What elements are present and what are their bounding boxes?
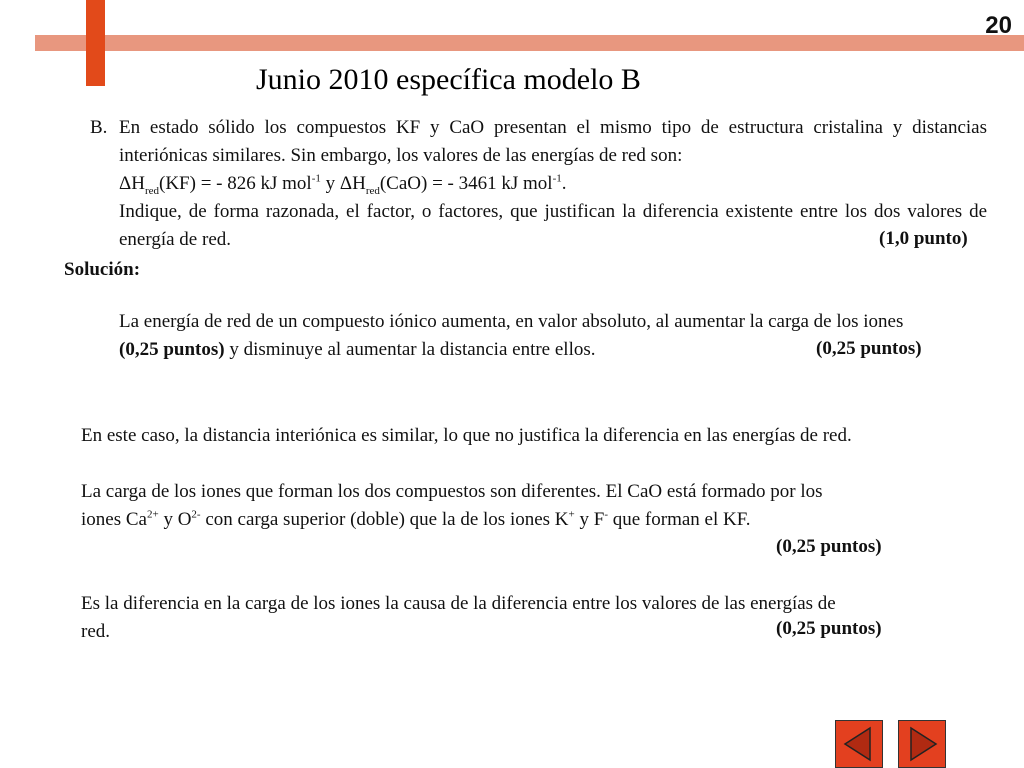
kf-value: (KF) = - 826 kJ mol: [159, 173, 312, 194]
para4-line1: Es la diferencia en la carga de los iones la causa de la diferencia entre los valores de las energías de: [81, 593, 836, 614]
exponent: -1: [311, 172, 321, 185]
connector: y: [320, 173, 340, 194]
prompt-text: Indique, de forma razonada, el factor, o factores, que justifican la diferencia existente entre los dos valores de energía de red.: [119, 201, 987, 250]
previous-slide-button[interactable]: [835, 720, 883, 768]
para3-text: con carga superior (doble) que la de los iones K: [200, 509, 569, 530]
question-points: (1,0 punto): [879, 228, 968, 249]
slide-number: 20: [985, 12, 1012, 39]
subscript-red: red: [365, 184, 380, 197]
para3-line1: La carga de los iones que forman los dos compuestos son diferentes. El CaO está formado por los: [81, 481, 823, 502]
para1-points-b: (0,25 puntos): [816, 338, 922, 359]
solution-paragraph-4: [81, 590, 836, 646]
question-prompt: [119, 198, 987, 254]
solution-paragraph-3: [81, 478, 823, 534]
slide-title: Junio 2010 específica modelo B: [256, 63, 641, 96]
para3-points: (0,25 puntos): [776, 536, 882, 557]
para3-text: iones Ca: [81, 509, 147, 530]
delta-h-cao: ΔH: [339, 173, 366, 194]
ion-charge: 2-: [191, 508, 201, 521]
ion-charge: +: [568, 508, 575, 521]
header-bar: [35, 35, 1024, 51]
ion-charge: -: [604, 508, 608, 521]
question-letter: B.: [90, 117, 108, 138]
period: .: [561, 173, 567, 194]
para3-text: y F: [574, 509, 605, 530]
ion-charge: 2+: [146, 508, 159, 521]
question-intro: [119, 114, 987, 170]
para3-text: y O: [158, 509, 192, 530]
para3-text: que forman el KF.: [607, 509, 751, 530]
subscript-red: red: [144, 184, 159, 197]
triangle-left-icon: [836, 721, 882, 767]
accent-bar: [86, 0, 105, 86]
para4-line2: red.: [81, 621, 111, 642]
para1-text: La energía de red de un compuesto iónico aumenta, en valor absoluto, al aumentar la carga de los iones: [119, 311, 904, 332]
lattice-energy-equation: [119, 170, 567, 198]
solution-heading: Solución:: [64, 259, 141, 280]
question-text: En estado sólido los compuestos KF y CaO presentan el mismo tipo de estructura cristalina y distancias interiónicas similares. Sin embargo, los valores de las energías de red son:: [119, 117, 987, 166]
para4-points: (0,25 puntos): [776, 618, 882, 639]
para2-text: En este caso, la distancia interiónica es similar, lo que no justifica la diferencia en las energías de red.: [81, 425, 852, 446]
cao-value: (CaO) = - 3461 kJ mol: [379, 173, 553, 194]
delta-h-kf: ΔH: [119, 173, 145, 194]
exponent: -1: [552, 172, 562, 185]
next-slide-button[interactable]: [898, 720, 946, 768]
para1-points-a: (0,25 puntos): [119, 339, 225, 360]
solution-paragraph-2: [81, 422, 852, 450]
triangle-right-icon: [899, 721, 945, 767]
para1-text-b: y disminuye al aumentar la distancia entre ellos.: [224, 339, 596, 360]
